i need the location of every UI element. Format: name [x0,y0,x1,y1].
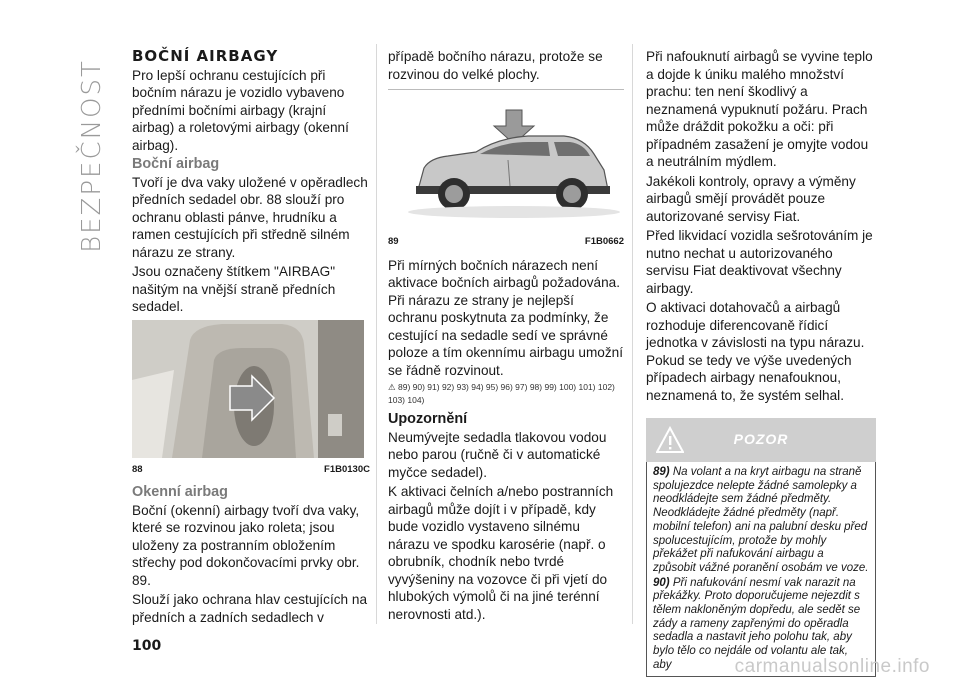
warning-number: 90) [653,576,670,589]
column-3 [646,48,876,677]
paragraph: Před likvidací vozidla sešrotováním je nutno nechat u autorizovaného servisu Fiat deaktivovat všechny airbagy. [646,228,873,296]
warning-ref-icon: ⚠ [388,382,396,392]
figure-89-car [388,90,620,230]
warning-text: Na volant a na kryt airbagu na straně spolujezdce nelepte žádné samolepky a neodkládejte sem žádné předměty. Neodkládejte žádné předměty (např. mobilní telefon) ani na palubní desku před spolucestujícím, protože by mohly překážet při nafukování airbagu a způsobit vážné poranění osobám ve voze. [653,466,869,574]
figure-number: 88 [132,463,143,475]
column-divider [376,44,377,624]
warning-text: Při nafukování nesmí vak narazit na překážky. Proto doporučujeme nejezdit s tělem nakloněným dopředu, ale sedět se zády a rameny zapřenými do opěradla sedadla a nastavit jeho polohu tak, aby bylo tělo co nejdále od volantu ale tak, aby [653,576,861,671]
paragraph: Jsou označeny štítkem "AIRBAG" našitým na vnější straně předních sedadel. [132,264,336,314]
section-heading: BOČNÍ AIRBAGY [132,47,279,65]
subheading-side-airbag: Boční airbag [132,156,220,172]
column-2 [388,48,624,625]
paragraph: K aktivaci čelních a/nebo postranních airbagů může dojít i v případě, kdy bude vozidlo vystaveno silnému nárazu ve spodku karosérie (např. o obrubník, chodník nebo tvrdé vyvýšeniny na vozovce či při vjetí do hlubokých výmolů či na jiné terénní nerovnosti atd.). [388,484,614,622]
paragraph: Boční (okenní) airbagy tvoří dva vaky, které se rozvinou jako roleta; jsou uloženy za postranním obložením střechy pod dokončovacími prvky obr. 89. [132,502,360,588]
warning-item [653,466,869,576]
figure-caption [132,461,370,479]
watermark: carmanualsonline.info [734,656,930,677]
paragraph: Tvoří je dva vaky uložené v opěradlech předních sedadel obr. 88 slouží pro ochranu oblasti pánve, hrudníku a ramen cestujících při středně silném nárazu ze strany. [132,174,368,260]
warning-triangle-icon [656,426,684,454]
column-divider [632,44,633,624]
subheading-curtain-airbag: Okenní airbag [132,484,228,500]
paragraph: Při nafouknutí airbagů se vyvine teplo a dojde k úniku malého množství prachu: ten není škodlivý a neznamená vypuknutí požáru. Prach může dráždit pokožku a oči: při případném zasažení je omyjte vodou a neutrálním mýdlem. [646,49,873,169]
warning-box-label: POZOR [733,431,789,448]
warning-references [388,381,624,407]
figure-code: F1B0130C [324,463,370,475]
figure-number: 89 [388,236,399,247]
seat-airbag-illustration [132,320,364,458]
figure-caption [388,233,624,251]
figure-code: F1B0662 [584,236,624,247]
intro-paragraph: Pro lepší ochranu cestujících při bočním nárazu je vozidlo vybaveno předními bočními airbagy (krajní airbag) a roletovými airbagy (okenní airbag). [132,67,349,153]
subheading-notice: Upozornění [388,411,468,427]
paragraph: Neumývejte sedadla tlakovou vodou nebo parou (ručně či v automatické myčce sedadel). [388,429,607,480]
warning-number: 89) [653,466,670,478]
section-side-title [72,26,112,286]
paragraph: případě bočního nárazu, protože se rozvinou do velké plochy. [388,49,603,82]
warning-box-header [646,418,876,462]
column-1 [132,48,370,628]
section-title-text: BEZPEČNOST [77,59,108,253]
paragraph: O aktivaci dotahovačů a airbagů rozhoduje diferencovaně řídicí jednotka v závislosti na typu nárazu. Pokud se tedy ve výše uvedených případech airbagy nenafouknou, neznamená to, že systém selhal. [646,300,865,403]
car-side-illustration [388,90,620,230]
figure-88-seat [132,320,364,458]
page-number: 100 [132,638,162,654]
warning-box-body [646,462,876,677]
paragraph: Jakékoli kontroly, opravy a výměny airbagů smějí provádět pouze autorizované servisy Fiat. [646,173,856,224]
paragraph: Při mírných bočních nárazech není aktivace bočních airbagů požadována. Při nárazu ze strany je nejlepší ochranu poskytnuta za podmínky, že cestující na sedadle sedí ve správné poloze a tím okennímu airbagu umožní se řádně rozvinout. [388,257,624,378]
paragraph: Slouží jako ochrana hlav cestujících na předních a zadních sedadlech v [132,592,368,625]
warning-ref-list: 89) 90) 91) 92) 93) 94) 95) 96) 97) 98) 99) 100) 101) 102) 103) 104) [388,382,615,405]
warning-box [646,418,876,677]
